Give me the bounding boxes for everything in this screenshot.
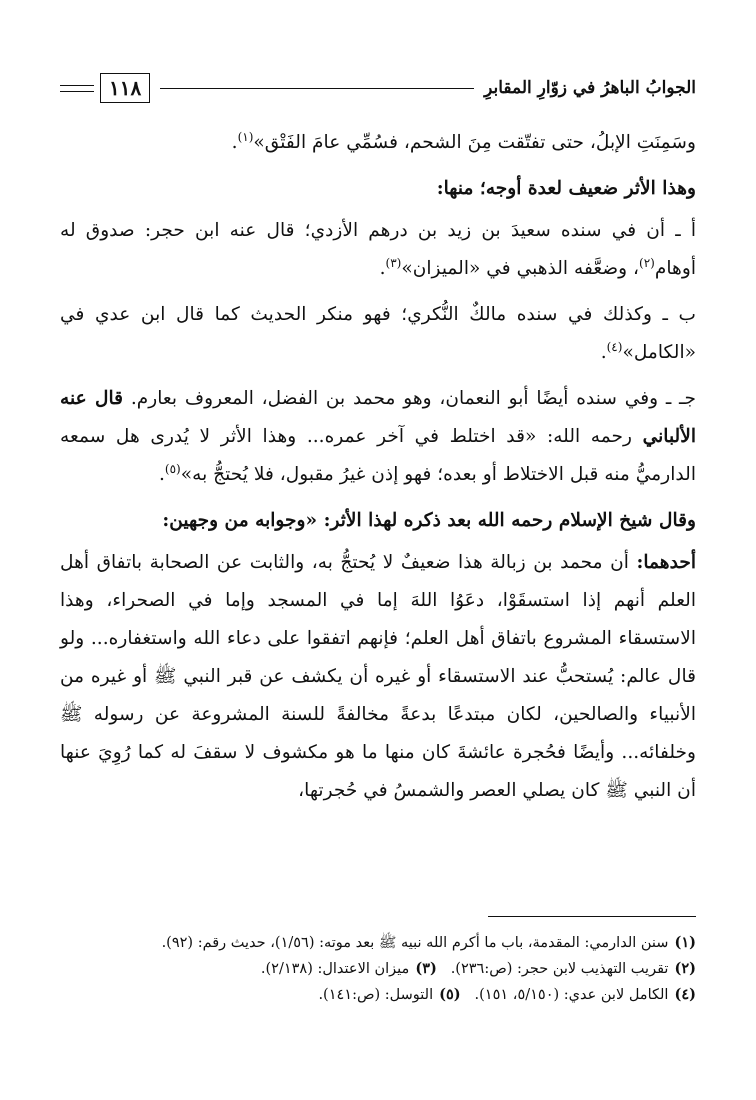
footnotes: [60, 930, 696, 1008]
page-header: [60, 68, 696, 108]
footnote-separator: [488, 916, 696, 917]
footnote-1: (١)سنن الدارمي: المقدمة، باب ما أكرم الله نبيه ﷺ بعد موته: (١/٥٦)، حديث رقم: (٩٢).: [161, 934, 696, 951]
header-double-rule: [60, 85, 94, 92]
paragraph-4-point-b: ب ـ وكذلك في سنده مالكٌ النُّكري؛ فهو منكر الحديث كما قال ابن عدي في «الكامل»$^{(٤)}$.: [60, 304, 696, 363]
paragraph-7: أحدهما: أن محمد بن زبالة هذا ضعيفٌ لا يُحتجُّ به، والثابت عن الصحابة باتفاق أهل العلم أنهم إذا استسقَوْا، دعَوُا اللهَ إما في المسجد وإما في الصحراء، وهذا الاستسقاء المشروع باتفاق أهل العلم؛ فإنهم اتفقوا على دعاء الله واستغفاره... ولو قال عالم: يُستحبُّ عند الاستسقاء أو غيره أن يكشف عن قبر النبي ﷺ أو غيره من الأنبياء والصالحين، لكان مبتدعًا بدعةً مخالفةً للسنة المشروعة عن رسوله ﷺ وخلفائه... وأيضًا فحُجرة عائشةَ كان منها ما هو مكشوف لا سقفَ له كما رُوِيَ عنها أن النبي ﷺ كان يصلي العصر والشمسُ في حُجرتها،: [60, 552, 696, 801]
header-rule: [160, 88, 474, 89]
running-title: الجوابُ الباهرُ في زوّارِ المقابرِ: [484, 78, 696, 98]
footnote-ref-3: (٣): [385, 255, 402, 270]
paragraph-2-heading: وهذا الأثر ضعيف لعدة أوجه؛ منها:: [436, 178, 696, 199]
footnote-4-5: (٤)الكامل لابن عدي: (٥/١٥٠، ١٥١). (٥)التوسل: (ص:١٤١).: [318, 986, 696, 1003]
paragraph-1: وسَمِنَتِ الإبلُ، حتى تفتّقت مِنَ الشحم، فسُمِّي عامَ الفَتْق»$^{(١)}$.: [231, 129, 696, 153]
footnote-ref-5: (٥): [164, 461, 181, 476]
footnote-ref-2: (٢): [639, 255, 655, 270]
paragraph-6-quote-intro: وقال شيخ الإسلام رحمه الله بعد ذكره لهذا الأثر: «وجوابه من وجهين:: [162, 510, 696, 531]
footnote-ref-4: (٤): [606, 339, 623, 354]
paragraph-3-point-a: أ ـ أن في سنده سعيدَ بن زيد بن درهم الأزدي؛ قال عنه ابن حجر: صدوق له أوهام$^{(٢)}$، وضعَّفه الذهبي في «الميزان»$^{(٣)}$.: [60, 220, 696, 279]
footnote-2-3: (٢)تقريب التهذيب لابن حجر: (ص:٢٣٦). (٣)ميزان الاعتدال: (٢/١٣٨).: [260, 960, 696, 977]
footnote-ref-1: (١): [237, 129, 254, 144]
paragraph-5-point-c: جـ ـ وفي سنده أيضًا أبو النعمان، وهو محمد بن الفضل، المعروف بعارم. قال عنه الألباني رحمه الله: «قد اختلط في آخر عمره... وهذا الأثر لا يُدرى هل سمعه الدارميُّ منه قبل الاختلاط أو بعده؛ فهو إذن غيرُ مقبول، فلا يُحتجُّ به»$^{(٥)}$.: [60, 388, 696, 485]
page-number: ١١٨: [100, 73, 150, 103]
main-text: [60, 124, 696, 818]
